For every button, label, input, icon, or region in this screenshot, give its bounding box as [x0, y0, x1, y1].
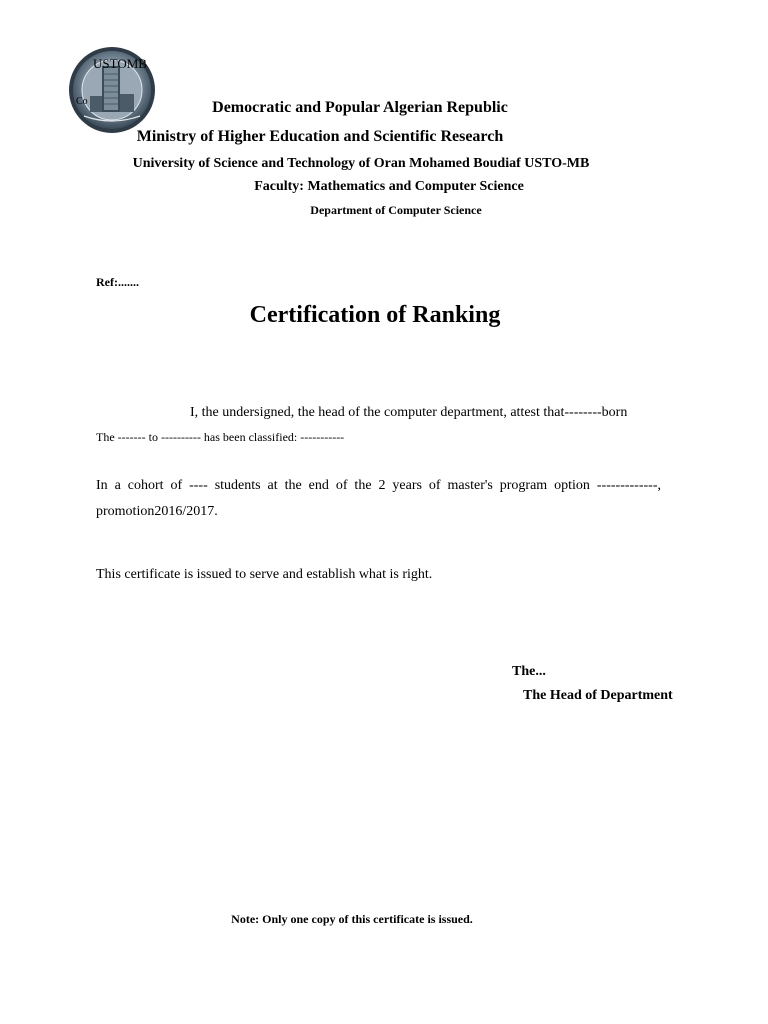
- document-title: Certification of Ranking: [249, 302, 501, 328]
- attestation-paragraph: I, the undersigned, the head of the computer department, attest that--------born: [190, 405, 628, 420]
- signature-date: The...: [512, 664, 546, 679]
- reference-number: Ref:.......: [96, 275, 139, 289]
- logo-subtext: Co: [76, 96, 88, 107]
- header-ministry: Ministry of Higher Education and Scientific Research: [136, 128, 504, 145]
- header-department: Department of Computer Science: [310, 203, 482, 217]
- issuance-statement: This certificate is issued to serve and establish what is right.: [96, 567, 433, 582]
- header-university: University of Science and Technology of Oran Mohamed Boudiaf USTO-MB: [132, 156, 590, 171]
- header-faculty: Faculty: Mathematics and Computer Science: [254, 179, 524, 194]
- footer-note: Note: Only one copy of this certificate is issued.: [231, 912, 473, 926]
- header-republic: Democratic and Popular Algerian Republic: [212, 99, 508, 116]
- cohort-paragraph: In a cohort of ---- students at the end of the 2 years of master's program option -------------, promotion2016/2017.: [96, 478, 661, 519]
- classification-line: The ------- to ---------- has been classified: -----------: [96, 430, 345, 444]
- logo-text: USTOMB: [93, 56, 147, 71]
- signature-role: The Head of Department: [523, 688, 673, 703]
